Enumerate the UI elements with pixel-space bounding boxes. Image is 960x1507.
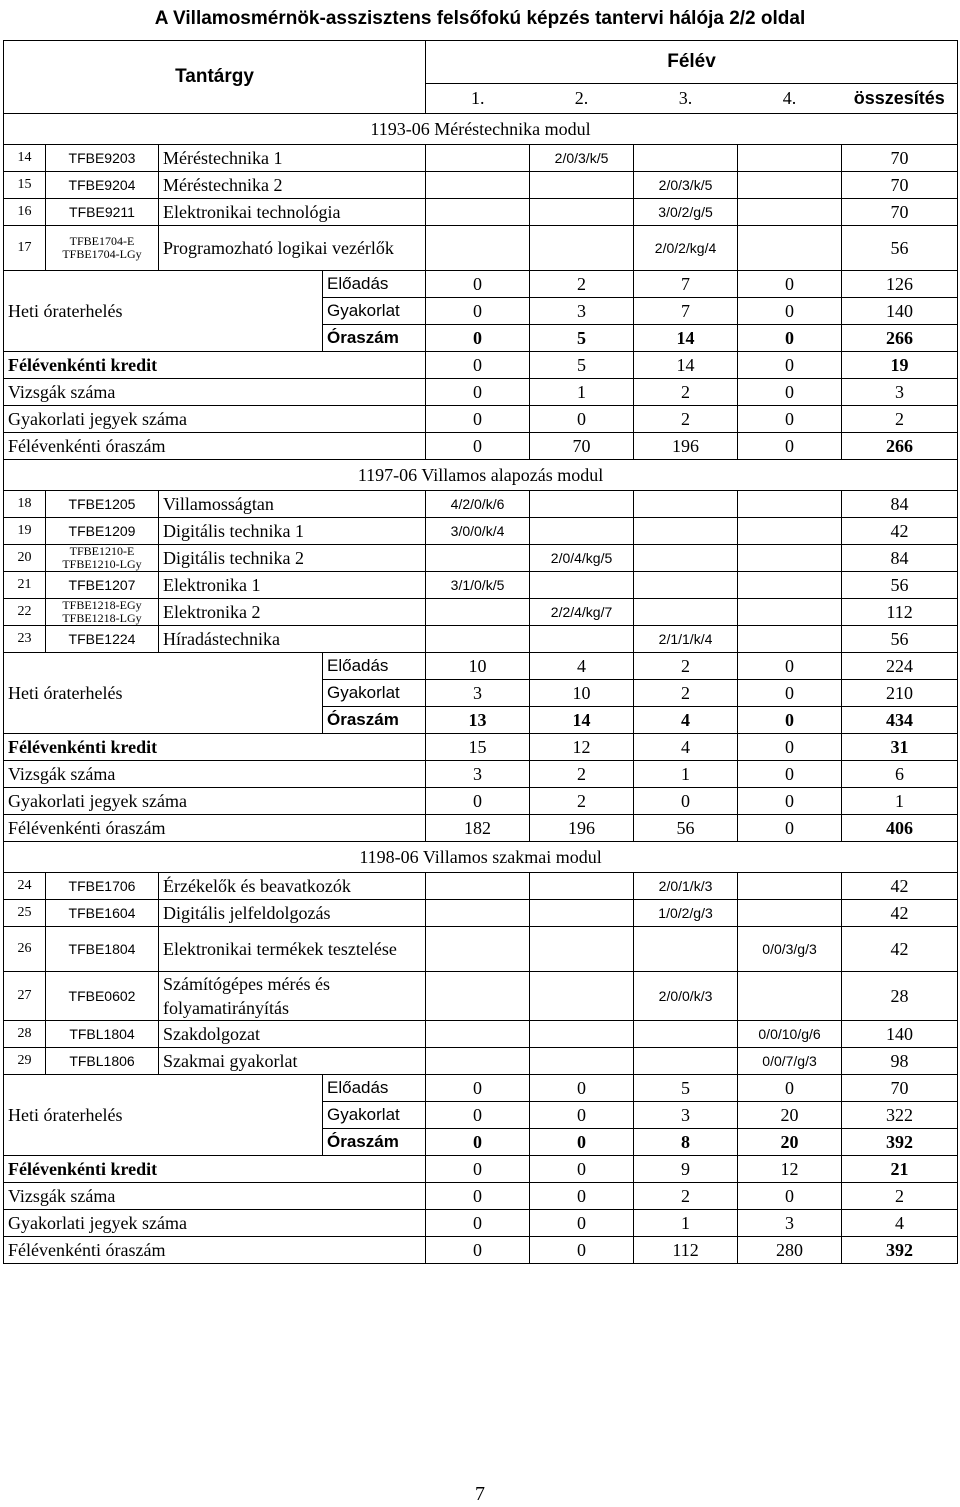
course-total: 56 (842, 626, 958, 653)
course-s2 (530, 972, 634, 1021)
course-s1 (426, 172, 530, 199)
course-s4 (738, 972, 842, 1021)
course-code: TFBE1207 (46, 572, 159, 599)
course-name: Villamosságtan (159, 491, 426, 518)
summary-kredit-value: 12 (530, 734, 634, 761)
summary-feloraszam-value: 392 (842, 1237, 958, 1264)
load-eloadas-value: 70 (842, 1075, 958, 1102)
load-oraszam-value: 434 (842, 707, 958, 734)
course-s1: 4/2/0/k/6 (426, 491, 530, 518)
course-number: 28 (4, 1021, 46, 1048)
summary-feloraszam-value: 196 (634, 433, 738, 460)
summary-jegy-value: 0 (738, 406, 842, 433)
load-type-eloadas: Előadás (323, 1075, 426, 1102)
course-s2 (530, 518, 634, 545)
header-s4: 4. (738, 83, 842, 113)
summary-jegy-value: 0 (530, 406, 634, 433)
summary-kredit-value: 12 (738, 1156, 842, 1183)
course-s1 (426, 900, 530, 927)
course-code (46, 599, 159, 626)
course-name: Híradástechnika (159, 626, 426, 653)
course-s3 (634, 545, 738, 572)
load-eloadas-value: 10 (426, 653, 530, 680)
load-gyakorlat-value: 0 (530, 1102, 634, 1129)
course-s3: 2/0/0/k/3 (634, 972, 738, 1021)
summary-label-jegy: Gyakorlati jegyek száma (4, 1210, 426, 1237)
summary-vizsga-value: 0 (530, 1183, 634, 1210)
load-eloadas-value: 126 (842, 271, 958, 298)
summary-vizsga-value: 0 (738, 761, 842, 788)
summary-kredit-value: 19 (842, 352, 958, 379)
course-row (4, 545, 958, 572)
course-s2 (530, 172, 634, 199)
summary-feloraszam-value: 0 (738, 433, 842, 460)
summary-kredit-value: 4 (634, 734, 738, 761)
course-code-lecture: TFBE1218-EGy (62, 598, 142, 612)
course-total: 84 (842, 545, 958, 572)
course-s1: 3/0/0/k/4 (426, 518, 530, 545)
course-row (4, 572, 958, 599)
course-name: Digitális jelfeldolgozás (159, 900, 426, 927)
module-title: 1197-06 Villamos alapozás modul (4, 460, 958, 491)
course-s2 (530, 873, 634, 900)
course-s4: 0/0/3/g/3 (738, 927, 842, 972)
course-total: 42 (842, 518, 958, 545)
course-code: TFBE9211 (46, 199, 159, 226)
course-number: 20 (4, 545, 46, 572)
course-row (4, 145, 958, 172)
course-row (4, 873, 958, 900)
course-code: TFBE9204 (46, 172, 159, 199)
load-eloadas-value: 7 (634, 271, 738, 298)
summary-jegy-value: 1 (842, 788, 958, 815)
summary-kredit-value: 31 (842, 734, 958, 761)
course-s3: 2/1/1/k/4 (634, 626, 738, 653)
course-name: Elektronikai technológia (159, 199, 426, 226)
course-s1 (426, 927, 530, 972)
course-code (46, 226, 159, 271)
course-total: 56 (842, 572, 958, 599)
load-gyakorlat-value: 0 (738, 298, 842, 325)
load-gyakorlat-value: 3 (426, 680, 530, 707)
course-s4 (738, 900, 842, 927)
summary-feloraszam-value: 0 (738, 815, 842, 842)
course-name: Számítógépes mérés és folyamatirányítás (159, 972, 426, 1021)
course-name: Szakmai gyakorlat (159, 1048, 426, 1075)
summary-feloraszam-value: 70 (530, 433, 634, 460)
course-s2: 2/2/4/kg/7 (530, 599, 634, 626)
course-s3 (634, 145, 738, 172)
load-oraszam-value: 0 (738, 325, 842, 352)
course-s3 (634, 491, 738, 518)
load-gyakorlat-value: 3 (530, 298, 634, 325)
load-gyakorlat-value: 0 (426, 298, 530, 325)
course-number: 25 (4, 900, 46, 927)
summary-feloraszam-value: 266 (842, 433, 958, 460)
course-s3: 2/0/3/k/5 (634, 172, 738, 199)
course-s4 (738, 572, 842, 599)
load-type-oraszam: Óraszám (323, 1129, 426, 1156)
weekly-load-label: Heti óraterhelés (4, 1075, 323, 1156)
load-gyakorlat-value: 10 (530, 680, 634, 707)
load-oraszam-value: 266 (842, 325, 958, 352)
summary-label-feloraszam: Félévenkénti óraszám (4, 815, 426, 842)
summary-jegy-value: 4 (842, 1210, 958, 1237)
load-eloadas-value: 0 (738, 271, 842, 298)
load-gyakorlat-value: 3 (634, 1102, 738, 1129)
course-total: 84 (842, 491, 958, 518)
course-total: 42 (842, 900, 958, 927)
summary-jegy-value: 2 (634, 406, 738, 433)
summary-label-jegy: Gyakorlati jegyek száma (4, 406, 426, 433)
course-name: Érzékelők és beavatkozók (159, 873, 426, 900)
course-name: Digitális technika 2 (159, 545, 426, 572)
course-s2 (530, 491, 634, 518)
course-s1 (426, 1048, 530, 1075)
summary-vizsga-value: 6 (842, 761, 958, 788)
summary-jegy-value: 0 (530, 1210, 634, 1237)
load-gyakorlat-value: 322 (842, 1102, 958, 1129)
course-code-lab: TFBE1218-LGy (62, 611, 142, 625)
summary-kredit-value: 9 (634, 1156, 738, 1183)
load-type-eloadas: Előadás (323, 653, 426, 680)
summary-jegy-value: 0 (426, 788, 530, 815)
course-s1 (426, 873, 530, 900)
course-total: 98 (842, 1048, 958, 1075)
header-s3: 3. (634, 83, 738, 113)
summary-feloraszam-value: 0 (530, 1237, 634, 1264)
weekly-load-label: Heti óraterhelés (4, 271, 323, 352)
summary-feloraszam-value: 182 (426, 815, 530, 842)
course-row (4, 599, 958, 626)
header-subject: Tantárgy (4, 41, 426, 114)
course-s4 (738, 172, 842, 199)
course-name: Elektronika 2 (159, 599, 426, 626)
summary-vizsga-value: 1 (530, 379, 634, 406)
summary-kredit-value: 0 (738, 352, 842, 379)
load-eloadas-value: 0 (738, 1075, 842, 1102)
course-s1: 3/1/0/k/5 (426, 572, 530, 599)
summary-feloraszam-value: 0 (426, 1237, 530, 1264)
course-row (4, 626, 958, 653)
course-code-lecture: TFBE1210-E (69, 544, 135, 558)
summary-jegy-value: 3 (738, 1210, 842, 1237)
course-code: TFBL1804 (46, 1021, 159, 1048)
summary-label-kredit: Félévenkénti kredit (4, 352, 426, 379)
course-code: TFBL1806 (46, 1048, 159, 1075)
course-s1 (426, 199, 530, 226)
course-s3 (634, 1048, 738, 1075)
course-row (4, 1021, 958, 1048)
load-eloadas-value: 2 (634, 653, 738, 680)
load-eloadas-value: 2 (530, 271, 634, 298)
course-number: 23 (4, 626, 46, 653)
course-name: Programozható logikai vezérlők (159, 226, 426, 271)
course-row (4, 226, 958, 271)
course-s3: 3/0/2/g/5 (634, 199, 738, 226)
summary-label-feloraszam: Félévenkénti óraszám (4, 1237, 426, 1264)
course-total: 42 (842, 927, 958, 972)
load-oraszam-value: 0 (426, 325, 530, 352)
summary-vizsga-value: 2 (634, 1183, 738, 1210)
load-gyakorlat-value: 2 (634, 680, 738, 707)
summary-jegy-value: 0 (738, 788, 842, 815)
summary-kredit-value: 15 (426, 734, 530, 761)
load-eloadas-value: 0 (738, 653, 842, 680)
course-code: TFBE1224 (46, 626, 159, 653)
header-semester: Félév (426, 41, 958, 84)
course-s4 (738, 545, 842, 572)
summary-vizsga-value: 0 (738, 1183, 842, 1210)
course-s1 (426, 972, 530, 1021)
course-s4 (738, 226, 842, 271)
course-s2 (530, 1021, 634, 1048)
course-total: 70 (842, 145, 958, 172)
summary-label-vizsga: Vizsgák száma (4, 761, 426, 788)
load-eloadas-value: 0 (426, 1075, 530, 1102)
summary-vizsga-value: 0 (426, 379, 530, 406)
course-code: TFBE1706 (46, 873, 159, 900)
summary-feloraszam-value: 112 (634, 1237, 738, 1264)
summary-jegy-value: 2 (530, 788, 634, 815)
course-number: 18 (4, 491, 46, 518)
load-eloadas-value: 0 (530, 1075, 634, 1102)
course-s4: 0/0/7/g/3 (738, 1048, 842, 1075)
course-code: TFBE1604 (46, 900, 159, 927)
course-row (4, 172, 958, 199)
course-number: 27 (4, 972, 46, 1021)
course-code: TFBE1804 (46, 927, 159, 972)
load-type-oraszam: Óraszám (323, 707, 426, 734)
course-row (4, 927, 958, 972)
course-row (4, 491, 958, 518)
course-total: 112 (842, 599, 958, 626)
summary-kredit-value: 0 (426, 1156, 530, 1183)
summary-jegy-value: 2 (842, 406, 958, 433)
course-code: TFBE0602 (46, 972, 159, 1021)
summary-label-vizsga: Vizsgák száma (4, 379, 426, 406)
course-s2 (530, 199, 634, 226)
summary-label-kredit: Félévenkénti kredit (4, 734, 426, 761)
course-s2 (530, 900, 634, 927)
course-s2 (530, 927, 634, 972)
weekly-load-label: Heti óraterhelés (4, 653, 323, 734)
course-number: 22 (4, 599, 46, 626)
course-total: 140 (842, 1021, 958, 1048)
load-gyakorlat-value: 20 (738, 1102, 842, 1129)
course-number: 17 (4, 226, 46, 271)
load-type-gyakorlat: Gyakorlat (323, 680, 426, 707)
course-name: Méréstechnika 2 (159, 172, 426, 199)
course-s1 (426, 1021, 530, 1048)
load-type-eloadas: Előadás (323, 271, 426, 298)
course-number: 15 (4, 172, 46, 199)
course-s3 (634, 572, 738, 599)
load-gyakorlat-value: 0 (426, 1102, 530, 1129)
course-code-lab: TFBE1210-LGy (62, 557, 142, 571)
page-number: 7 (475, 1483, 485, 1505)
load-gyakorlat-value: 140 (842, 298, 958, 325)
summary-kredit-value: 0 (530, 1156, 634, 1183)
course-row (4, 972, 958, 1021)
course-total: 56 (842, 226, 958, 271)
course-name: Elektronika 1 (159, 572, 426, 599)
course-row (4, 900, 958, 927)
load-gyakorlat-value: 7 (634, 298, 738, 325)
course-s3: 1/0/2/g/3 (634, 900, 738, 927)
course-s4 (738, 199, 842, 226)
load-oraszam-value: 4 (634, 707, 738, 734)
summary-label-jegy: Gyakorlati jegyek száma (4, 788, 426, 815)
course-code: TFBE1209 (46, 518, 159, 545)
course-s4: 0/0/10/g/6 (738, 1021, 842, 1048)
load-eloadas-value: 4 (530, 653, 634, 680)
course-s4 (738, 491, 842, 518)
curriculum-table (3, 40, 958, 1264)
course-number: 29 (4, 1048, 46, 1075)
course-s2 (530, 626, 634, 653)
summary-vizsga-value: 3 (842, 379, 958, 406)
summary-feloraszam-value: 406 (842, 815, 958, 842)
summary-feloraszam-value: 280 (738, 1237, 842, 1264)
summary-kredit-value: 21 (842, 1156, 958, 1183)
header-s2: 2. (530, 83, 634, 113)
course-s2 (530, 1048, 634, 1075)
load-type-oraszam: Óraszám (323, 325, 426, 352)
load-eloadas-value: 5 (634, 1075, 738, 1102)
summary-vizsga-value: 2 (530, 761, 634, 788)
course-number: 24 (4, 873, 46, 900)
course-s2: 2/0/4/kg/5 (530, 545, 634, 572)
course-name: Méréstechnika 1 (159, 145, 426, 172)
load-gyakorlat-value: 210 (842, 680, 958, 707)
load-oraszam-value: 14 (530, 707, 634, 734)
load-gyakorlat-value: 0 (738, 680, 842, 707)
load-oraszam-value: 5 (530, 325, 634, 352)
course-s2 (530, 226, 634, 271)
course-number: 19 (4, 518, 46, 545)
course-number: 16 (4, 199, 46, 226)
course-s2: 2/0/3/k/5 (530, 145, 634, 172)
course-name: Elektronikai termékek tesztelése (159, 927, 426, 972)
course-s1 (426, 599, 530, 626)
load-oraszam-value: 0 (530, 1129, 634, 1156)
summary-jegy-value: 0 (634, 788, 738, 815)
course-name: Digitális technika 1 (159, 518, 426, 545)
course-row (4, 199, 958, 226)
course-code: TFBE9203 (46, 145, 159, 172)
course-s3: 2/0/1/k/3 (634, 873, 738, 900)
header-s1: 1. (426, 83, 530, 113)
load-oraszam-value: 14 (634, 325, 738, 352)
course-name: Szakdolgozat (159, 1021, 426, 1048)
course-code: TFBE1205 (46, 491, 159, 518)
load-oraszam-value: 0 (426, 1129, 530, 1156)
course-s1 (426, 226, 530, 271)
summary-label-feloraszam: Félévenkénti óraszám (4, 433, 426, 460)
course-total: 70 (842, 199, 958, 226)
load-oraszam-value: 392 (842, 1129, 958, 1156)
course-row (4, 1048, 958, 1075)
load-eloadas-value: 224 (842, 653, 958, 680)
module-title: 1198-06 Villamos szakmai modul (4, 842, 958, 873)
summary-vizsga-value: 3 (426, 761, 530, 788)
course-number: 21 (4, 572, 46, 599)
summary-label-vizsga: Vizsgák száma (4, 1183, 426, 1210)
summary-jegy-value: 0 (426, 406, 530, 433)
summary-vizsga-value: 0 (738, 379, 842, 406)
summary-feloraszam-value: 0 (426, 433, 530, 460)
summary-label-kredit: Félévenkénti kredit (4, 1156, 426, 1183)
summary-jegy-value: 1 (634, 1210, 738, 1237)
page-title: A Villamosmérnök-asszisztens felsőfokú képzés tantervi hálója 2/2 oldal (154, 8, 806, 29)
load-eloadas-value: 0 (426, 271, 530, 298)
course-total: 70 (842, 172, 958, 199)
course-number: 14 (4, 145, 46, 172)
course-s2 (530, 572, 634, 599)
course-s1 (426, 545, 530, 572)
summary-vizsga-value: 2 (634, 379, 738, 406)
summary-vizsga-value: 2 (842, 1183, 958, 1210)
course-s4 (738, 518, 842, 545)
course-s3 (634, 1021, 738, 1048)
course-code (46, 545, 159, 572)
course-s3 (634, 927, 738, 972)
module-title: 1193-06 Méréstechnika modul (4, 114, 958, 145)
course-code-lab: TFBE1704-LGy (62, 247, 142, 261)
course-row (4, 518, 958, 545)
summary-vizsga-value: 0 (426, 1183, 530, 1210)
summary-feloraszam-value: 196 (530, 815, 634, 842)
course-s3 (634, 518, 738, 545)
load-oraszam-value: 13 (426, 707, 530, 734)
course-s1 (426, 145, 530, 172)
course-code-lecture: TFBE1704-E (69, 234, 135, 248)
course-total: 42 (842, 873, 958, 900)
course-number: 26 (4, 927, 46, 972)
course-s4 (738, 626, 842, 653)
summary-kredit-value: 5 (530, 352, 634, 379)
summary-jegy-value: 0 (426, 1210, 530, 1237)
load-oraszam-value: 20 (738, 1129, 842, 1156)
summary-kredit-value: 14 (634, 352, 738, 379)
summary-vizsga-value: 1 (634, 761, 738, 788)
summary-kredit-value: 0 (426, 352, 530, 379)
header-total: összesítés (842, 83, 958, 113)
summary-feloraszam-value: 56 (634, 815, 738, 842)
load-type-gyakorlat: Gyakorlat (323, 1102, 426, 1129)
load-oraszam-value: 0 (738, 707, 842, 734)
course-total: 28 (842, 972, 958, 1021)
course-s3: 2/0/2/kg/4 (634, 226, 738, 271)
course-s3 (634, 599, 738, 626)
summary-kredit-value: 0 (738, 734, 842, 761)
course-s4 (738, 599, 842, 626)
load-type-gyakorlat: Gyakorlat (323, 298, 426, 325)
course-s4 (738, 873, 842, 900)
course-s1 (426, 626, 530, 653)
load-oraszam-value: 8 (634, 1129, 738, 1156)
course-s4 (738, 145, 842, 172)
